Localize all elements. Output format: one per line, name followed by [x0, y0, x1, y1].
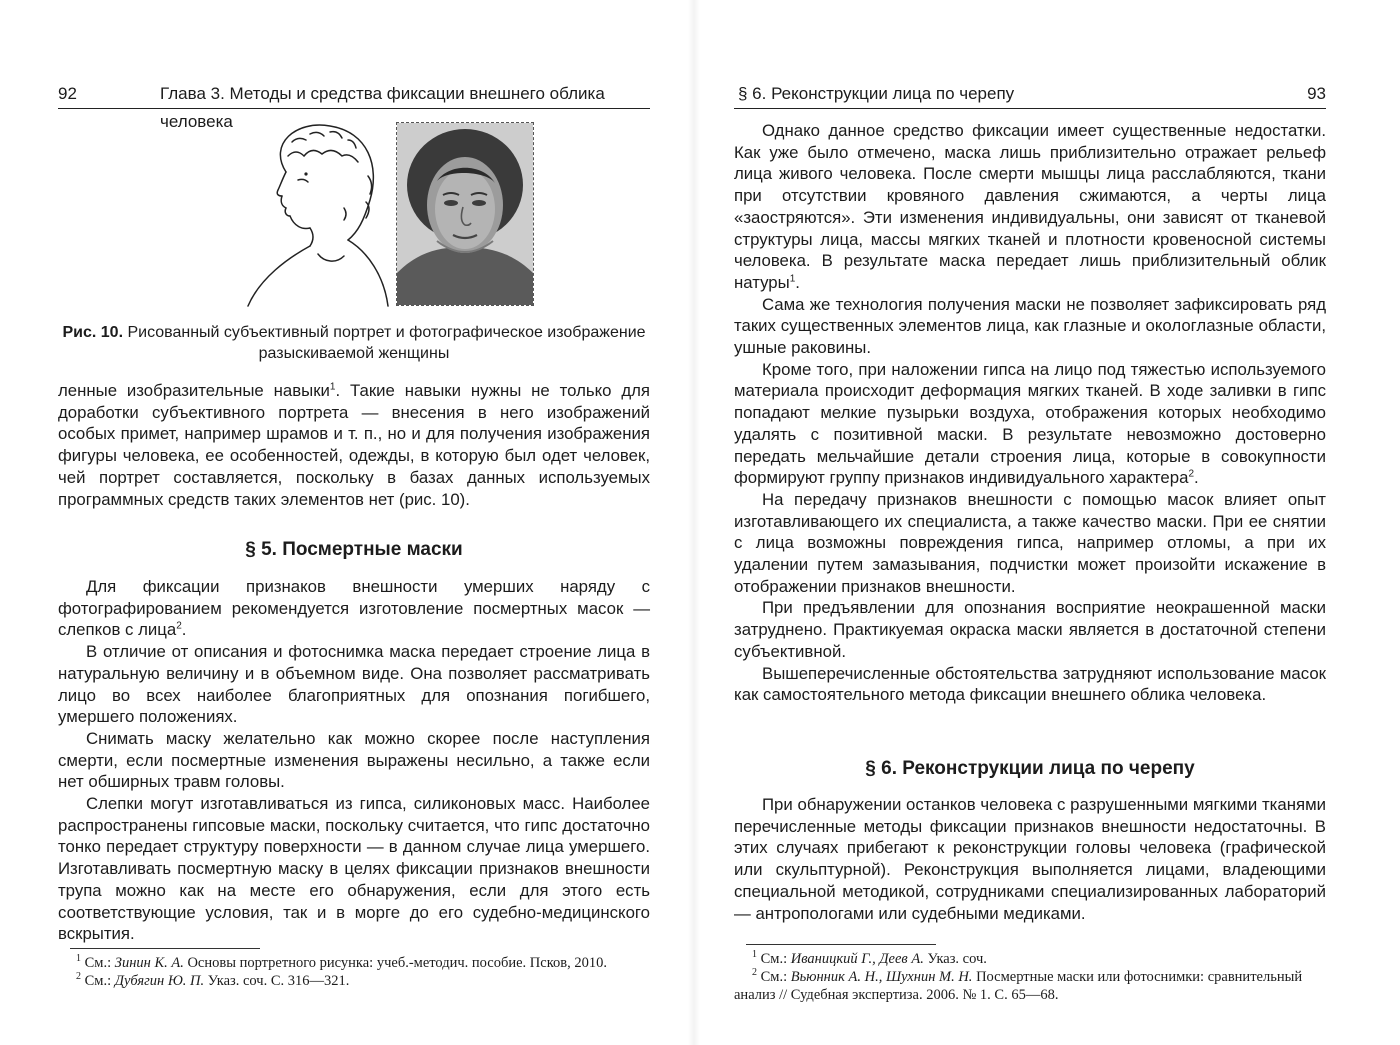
figure-10	[58, 116, 650, 312]
left-cont-rest: . Такие навыки нужны не только для доработки субъективного портрета — внесения в него изображений особых примет, например шрамов и т. п., но и для получения изображения фигуры человека, ее особенностей, одежды, в которую был одет человек, чей портрет составляется, поскольку в базах данных используемых программных средств таких элементов нет (рис. 10).	[58, 381, 650, 509]
paragraph: На передачу признаков внешности с помощью масок влияет опыт изготавливающего их специалиста, а также качество маски. При ее снятии с лица возможны повреждения гипса, например отломы, а при их удалении путем замазывания, подчистки может произойти искажение в отображении признаков внешности.	[734, 489, 1326, 596]
paragraph: Слепки могут изготавливаться из гипса, силиконовых масс. Наиболее распространены гипсовые маски, поскольку считается, что гипс достаточно тонко передает структуру поверхности — в данном случае лица умершего. Изготавливать посмертную маску в целях фиксации признаков внешности трупа можно как на месте его обнаружения, если для этого есть соответствующие условия, так и в морге до его судебно-медицинского вскрытия.	[58, 794, 650, 944]
footnote-2: $^2$ См.: Вьюнник А. Н., Шухнин М. Н. Посмертные маски или фотоснимки: сравнительный анализ // Судебная экспертиза. 2006. № 1. С. 65—68.	[734, 967, 1303, 1003]
left-running-title: Глава 3. Методы и средства фиксации внешнего облика человека	[160, 84, 605, 131]
footnote-ref: 1	[789, 273, 796, 285]
section-6-heading: § 6. Реконструкции лица по черепу	[865, 758, 1195, 779]
footnote-ref: 2	[176, 620, 182, 632]
left-cont-start: ленные изобразительные навыки	[58, 381, 330, 400]
footnote-1: $^1$ См.: Зинин К. А. Основы портретного рисунка: учеб.-методич. пособие. Псков, 2010.	[76, 953, 607, 971]
paragraph: Для фиксации признаков внешности умерших наряду с фотографированием рекомендуется изготовление посмертных масок — слепков с лица$^2$.	[58, 577, 650, 640]
caption-label: Рис. 10.	[62, 324, 124, 341]
footnote-rule	[746, 944, 936, 945]
footnote-2: $^2$ См.: Дубягин Ю. П. Указ. соч. С. 316—321.	[76, 971, 350, 989]
right-page	[734, 0, 1326, 1045]
paragraph: Снимать маску желательно как можно скорее после наступления смерти, если посмертные изменения выражены несильно, а также если нет обширных травм головы.	[58, 728, 650, 792]
figure-caption	[58, 322, 650, 364]
footnote-ref: 1	[329, 381, 336, 393]
photo-halftone-icon	[397, 123, 533, 305]
paragraph: Кроме того, при наложении гипса на лицо под тяжестью используемого материала происходит деформация мягких тканей. В ходе заливки в гипс попадают мелкие пузырьки воздуха, отображения которых необходимо удалять с позитивной маски. В результате невозможно достоверно передать мельчайшие детали строения лица, которые в совокупности формируют группу признаков индивидуального характера$^2$.	[734, 359, 1326, 488]
left-page-number: 92	[58, 84, 77, 103]
right-footnotes	[734, 950, 1326, 1004]
section-5-heading: § 5. Посмертные маски	[245, 539, 463, 560]
paragraph: Однако данное средство фиксации имеет существенные недостатки. Как уже было отмечено, маска лишь приблизительно отражает рельеф лица живого человека. После смерти мышцы лица расслабляются, ткани при отсутствии кровяного давления сжимаются, а черты лица «заостряются». Эти изменения индивидуальны, они зависят от тканевой структуры лица, массы мягких тканей и плотности кровеносной системы человека. В результате маска передает лишь приблизительный облик натуры$^1$.	[734, 121, 1326, 292]
footnote-ref: 2	[1188, 468, 1194, 480]
portrait-sketch-image	[198, 116, 398, 308]
right-page-number: 93	[1307, 84, 1326, 103]
right-running-title: § 6. Реконструкции лица по черепу	[738, 84, 1015, 103]
caption-text: Рисованный субъективный портрет и фотографическое изображение разыскиваемой женщины	[123, 324, 646, 362]
left-continuation-text	[58, 380, 650, 510]
paragraph: Вышеперечисленные обстоятельства затрудняют использование масок как самостоятельного метода фиксации внешнего облика человека.	[734, 663, 1326, 705]
left-section-5-text	[58, 576, 650, 945]
paragraph: В отличие от описания и фотоснимка маска передает строение лица в натуральную величину и в объемном виде. Она позволяет рассматривать лицо во всех наиболее благоприятных для опознания погибшего, умершего положениях.	[58, 642, 650, 727]
left-page	[58, 0, 650, 1045]
footnote-rule	[70, 948, 260, 949]
left-running-header	[58, 80, 650, 131]
footnote-1: $^1$ См.: Иваницкий Г., Деев А. Указ. соч.	[752, 949, 987, 967]
right-running-header	[734, 80, 1326, 109]
paragraph: При предъявлении для опознания восприятие неокрашенной маски затруднено. Практикуемая окраска маски является в достаточной степени субъективной.	[734, 598, 1326, 661]
paragraph: При обнаружении останков человека с разрушенными мягкими тканями перечисленные методы фиксации признаков внешности недостаточны. В этих случаях прибегают к реконструкции головы человека (графической или скульптурной). Реконструкция выполняется лицами, владеющими специальной методикой, сотрудниками специализированных лабораторий — антропологами или судебными медиками.	[734, 795, 1326, 923]
book-gutter	[688, 0, 700, 1045]
right-text-block	[734, 120, 1326, 706]
woman-photo-image	[396, 122, 534, 306]
right-section-6-text	[734, 794, 1326, 924]
paragraph: Сама же технология получения маски не позволяет зафиксировать ряд таких существенных элементов лица, как глазные и окологлазные области, ушные раковины.	[734, 294, 1326, 358]
left-footnotes	[58, 954, 650, 990]
